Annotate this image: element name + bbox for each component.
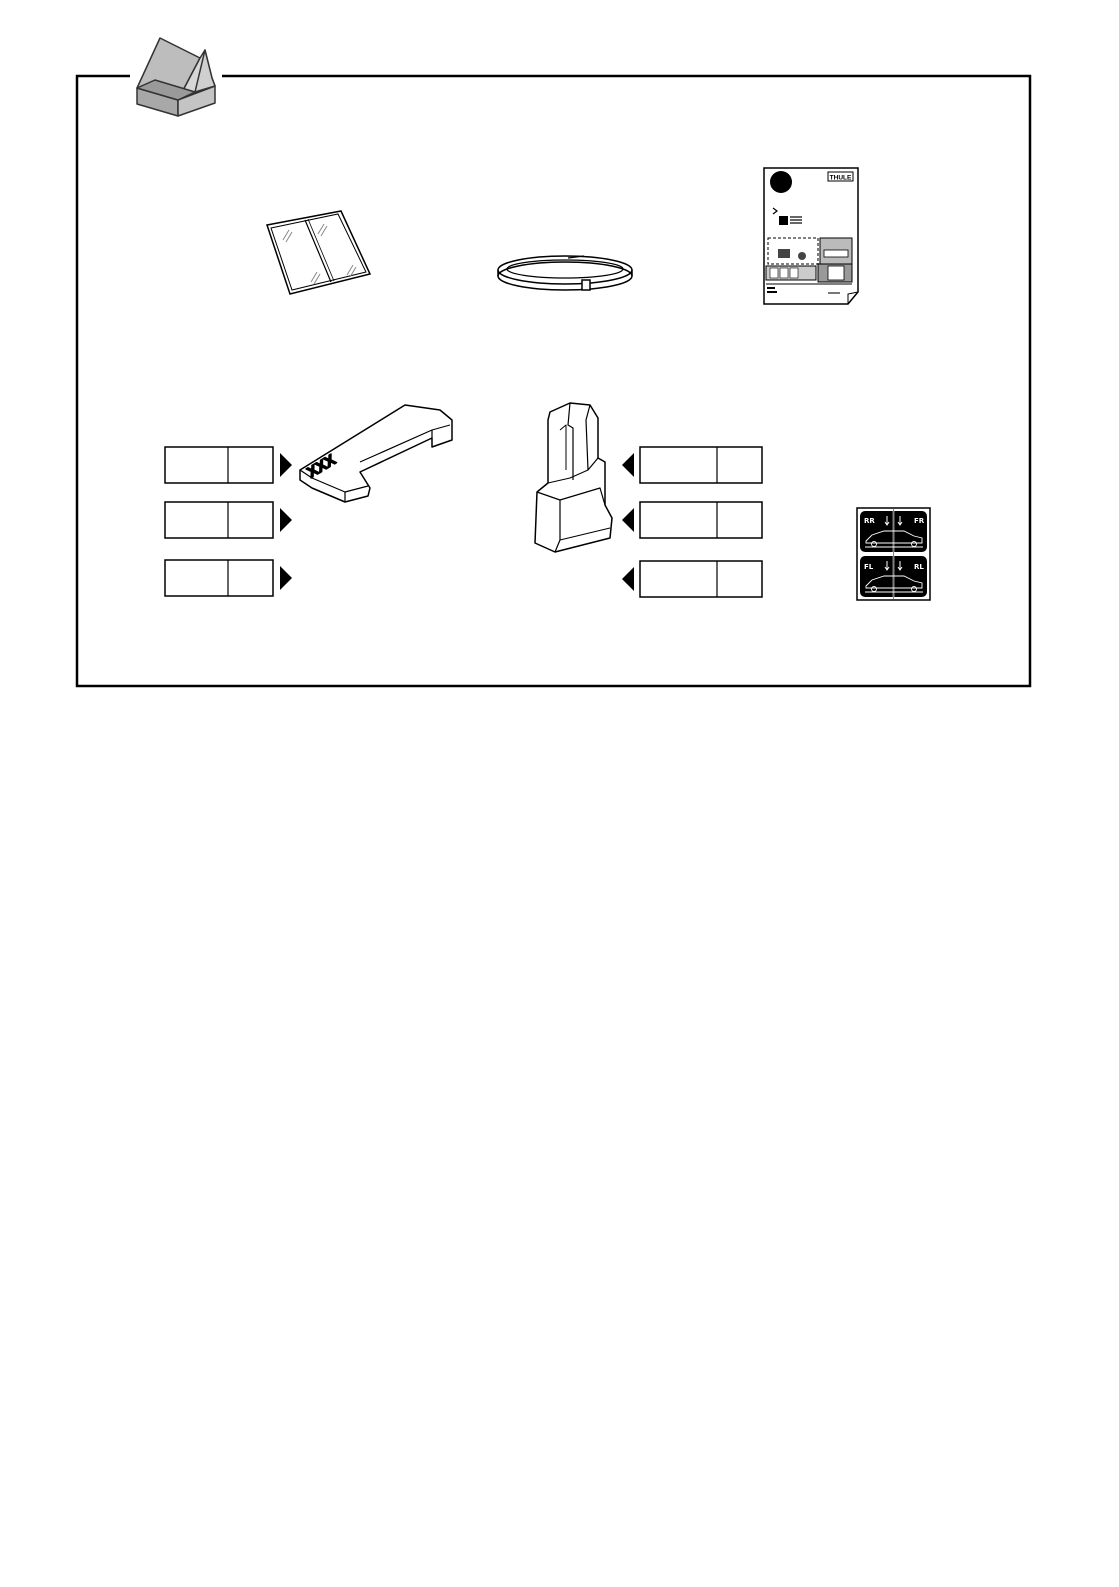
label-box (622, 447, 762, 483)
position-sticker-icon (857, 508, 930, 600)
instruction-sheet-icon (764, 168, 858, 304)
manual-logo: THULE (829, 174, 852, 182)
arrow-right-icon (280, 566, 292, 590)
label-box (165, 560, 292, 596)
arrow-left-icon (622, 567, 634, 591)
adhesive-pads-icon (267, 211, 370, 294)
sticker-rl: RL (914, 563, 924, 571)
bracket-icon (535, 403, 612, 552)
label-box (165, 502, 292, 538)
open-box-icon (137, 38, 215, 116)
arrow-right-icon (280, 508, 292, 532)
arrow-right-icon (280, 453, 292, 477)
sticker-fl: FL (864, 563, 874, 571)
tape-roll-icon (498, 256, 632, 290)
arrow-left-icon (622, 508, 634, 532)
foot-pad-icon (300, 405, 452, 502)
arrow-left-icon (622, 453, 634, 477)
part-mark: XXX (304, 451, 339, 482)
sticker-fr: FR (914, 517, 925, 525)
left-label-group (165, 447, 292, 596)
label-box (622, 561, 762, 597)
label-box (165, 447, 292, 483)
sticker-rr: RR (864, 517, 875, 525)
right-label-group (622, 447, 762, 597)
label-box (622, 502, 762, 538)
black-circle-mark (770, 171, 792, 193)
